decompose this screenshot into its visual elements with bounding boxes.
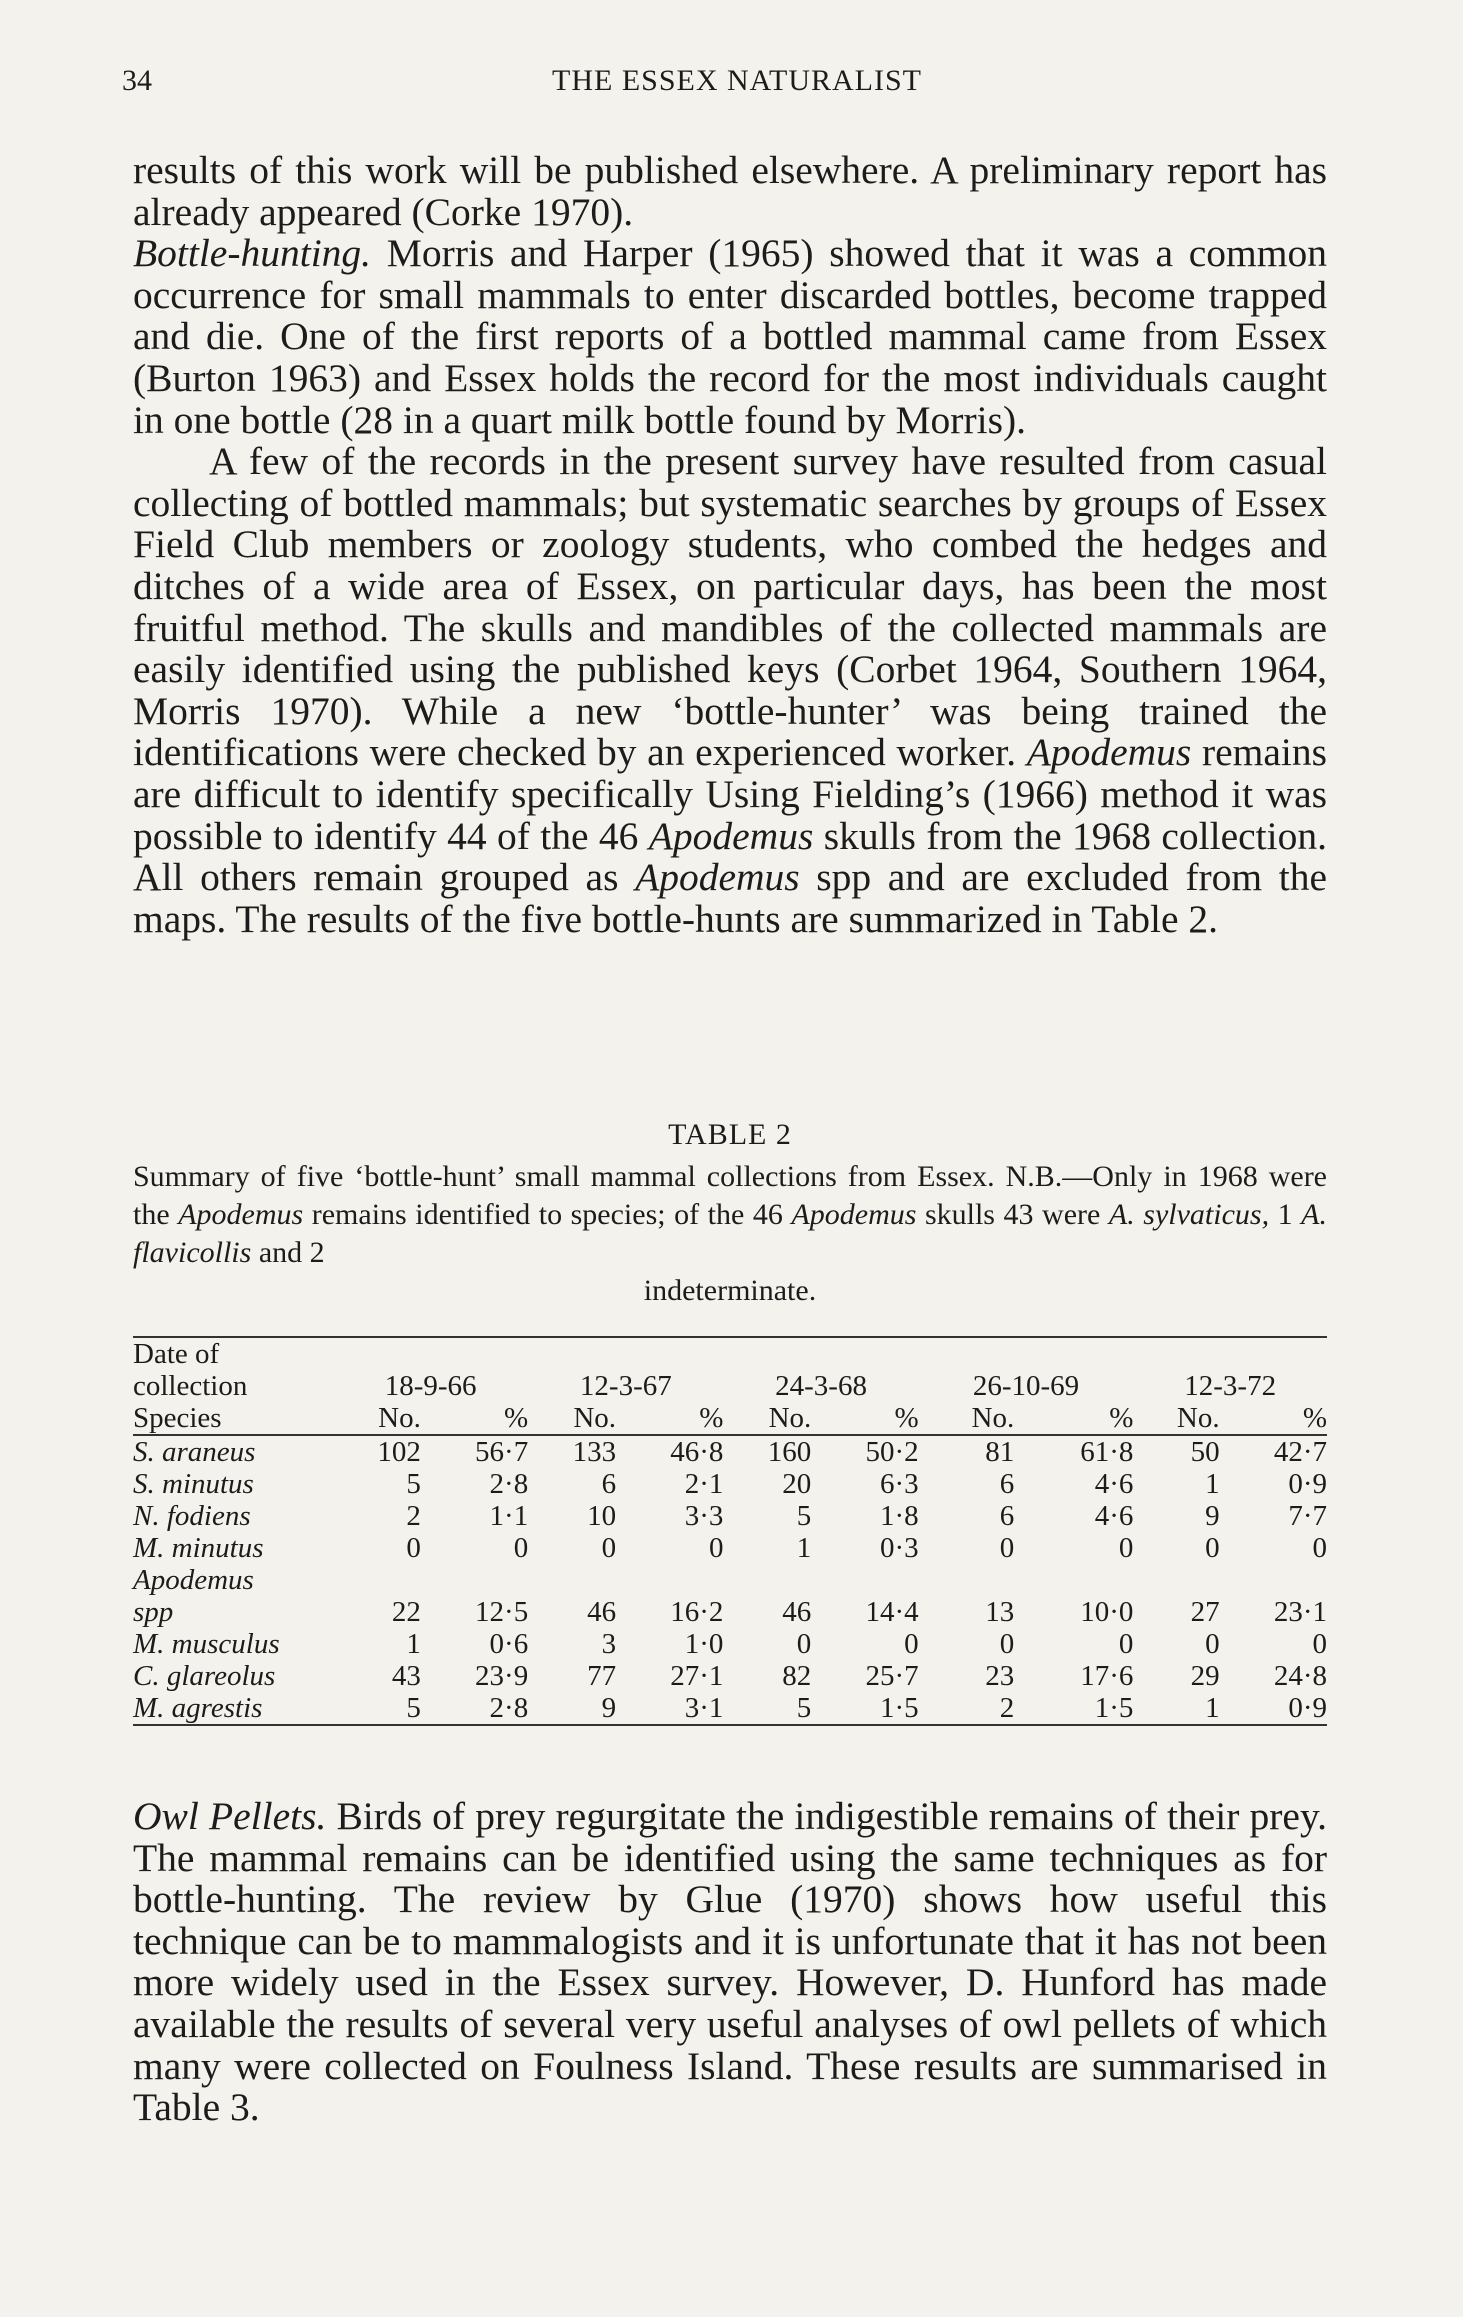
body-text-bottom xyxy=(133,1796,1327,2129)
count-cell: 46 xyxy=(782,1596,812,1628)
percent-cell: 25·7 xyxy=(865,1660,919,1692)
page-number: 34 xyxy=(122,64,152,97)
percent-cell: 46·8 xyxy=(670,1436,724,1468)
count-cell: 6 xyxy=(999,1500,1015,1532)
paragraph-text: remains are difficult to identify specifically Using Fielding’s (1966) method it was possible to identify 44 of the 46 xyxy=(133,730,1327,858)
percent-cell: 0 xyxy=(1312,1532,1327,1564)
count-cell: 27 xyxy=(1190,1596,1220,1628)
header-date: 18-9-66 xyxy=(384,1370,477,1402)
table-row xyxy=(133,1468,1327,1500)
percent-cell: 24·8 xyxy=(1273,1660,1327,1692)
table-row xyxy=(133,1596,1327,1628)
count-cell: 1 xyxy=(406,1628,421,1660)
genus-name: Apodemus xyxy=(648,813,814,858)
header-no: No. xyxy=(723,1402,811,1435)
caption-text: and 2 xyxy=(251,1236,325,1269)
percent-cell xyxy=(1220,1564,1327,1596)
species-cell: N. fodiens xyxy=(133,1500,251,1532)
count-cell: 0 xyxy=(796,1628,812,1660)
count-cell: 133 xyxy=(572,1436,617,1468)
paragraph-text: Morris and Harper (1965) showed that it was a common occurrence for small mammals to enter discarded bottles, become trapped and die. One of the first reports of a bottled mammal came from Essex (Burton 1963) and Essex holds the record for the most individuals caught in one bottle (28 in a quart milk bottle found by Morris). xyxy=(133,231,1327,442)
table-row xyxy=(133,1532,1327,1564)
species-cell: C. glareolus xyxy=(133,1660,276,1692)
header-collection: collection xyxy=(133,1370,248,1402)
header-no: No. xyxy=(333,1402,421,1435)
table-header-row xyxy=(133,1337,1327,1370)
count-cell: 5 xyxy=(406,1468,421,1500)
percent-cell: 1·5 xyxy=(1014,1692,1133,1725)
header-no: No. xyxy=(919,1402,1015,1435)
table-caption xyxy=(133,1158,1327,1272)
count-cell: 0 xyxy=(1205,1628,1220,1660)
count-cell: 82 xyxy=(782,1660,812,1692)
count-cell: 9 xyxy=(1205,1500,1220,1532)
paragraph-text: spp and are excluded from the maps. The results of the five bottle-hunts are summarized in Table 2. xyxy=(133,855,1328,941)
data-table xyxy=(133,1336,1327,1726)
percent-cell: 1·1 xyxy=(489,1500,529,1532)
count-cell: 10 xyxy=(587,1500,617,1532)
table-row xyxy=(133,1564,1327,1596)
species-name: A. sylvaticus, xyxy=(1108,1198,1270,1231)
percent-cell: 1·0 xyxy=(684,1628,724,1660)
count-cell: 0 xyxy=(999,1628,1015,1660)
percent-cell: 50·2 xyxy=(865,1436,919,1468)
genus-name: Apodemus xyxy=(178,1198,304,1231)
percent-cell: 0 xyxy=(513,1532,529,1564)
table-caption-block xyxy=(133,1118,1327,1310)
percent-cell: 0 xyxy=(1312,1628,1327,1660)
percent-cell: 0 xyxy=(1118,1532,1134,1564)
header-date: 24-3-68 xyxy=(775,1370,867,1402)
percent-cell: 17·6 xyxy=(1080,1660,1134,1692)
table-row xyxy=(133,1692,1327,1725)
caption-end: indeterminate. xyxy=(643,1274,817,1307)
count-cell: 46 xyxy=(587,1596,617,1628)
percent-cell: 61·8 xyxy=(1080,1436,1134,1468)
count-cell: 6 xyxy=(999,1468,1015,1500)
percent-cell: 0·9 xyxy=(1220,1692,1327,1725)
count-cell xyxy=(333,1564,421,1596)
paragraph-continuation: results of this work will be published elsewhere. A preliminary report has already appeared (Corke 1970). xyxy=(133,148,1327,234)
percent-cell: 0 xyxy=(904,1628,919,1660)
count-cell: 13 xyxy=(985,1596,1015,1628)
percent-cell: 42·7 xyxy=(1273,1436,1327,1468)
percent-cell: 6·3 xyxy=(879,1468,919,1500)
percent-cell: 0·3 xyxy=(879,1532,919,1564)
percent-cell: 0 xyxy=(1118,1628,1134,1660)
percent-cell: 10·0 xyxy=(1080,1596,1134,1628)
species-cell: M. agrestis xyxy=(133,1692,333,1725)
count-cell: 1 xyxy=(1205,1468,1220,1500)
count-cell: 29 xyxy=(1190,1660,1220,1692)
species-cell: spp xyxy=(133,1596,174,1628)
percent-cell xyxy=(811,1564,918,1596)
count-cell xyxy=(723,1564,811,1596)
percent-cell: 2·8 xyxy=(489,1468,529,1500)
header-date: 12-3-72 xyxy=(1184,1370,1277,1402)
running-title: THE ESSEX NATURALIST xyxy=(552,64,922,97)
header-pct: % xyxy=(421,1402,528,1435)
header-species: Species xyxy=(133,1402,333,1435)
paragraph-bottle-hunting xyxy=(133,233,1327,441)
header-pct: % xyxy=(616,1402,723,1435)
species-cell: S. araneus xyxy=(133,1436,256,1468)
section-heading-bottle-hunting: Bottle-hunting. xyxy=(133,231,372,276)
table-header-row xyxy=(133,1370,1327,1402)
table-row xyxy=(133,1660,1327,1692)
paragraph-text: skulls from the 1968 collection. All others remain grouped as xyxy=(133,813,1327,900)
count-cell: 81 xyxy=(985,1436,1015,1468)
count-cell: 0 xyxy=(1205,1532,1220,1564)
count-cell: 1 xyxy=(796,1532,812,1564)
count-cell: 22 xyxy=(391,1596,421,1628)
count-cell: 2 xyxy=(406,1500,421,1532)
paragraph-text: A few of the records in the present survey have resulted from casual collecting of bottled mammals; but systematic searches by groups of Essex Field Club members or zoology students, who combed the hedges and ditches of a wide area of Essex, on particular days, has been the most fruitful method. The skulls and mandibles of the collected mammals are easily identified using the published keys (Corbet 1964, Southern 1964, Morris 1970). While a new ‘bottle-hunter’ was being trained the identifications were checked by an experienced worker. xyxy=(133,439,1327,775)
header-date: 12-3-67 xyxy=(579,1370,672,1402)
species-name: A. flavicollis xyxy=(133,1198,1327,1269)
percent-cell: 4·6 xyxy=(1094,1500,1134,1532)
species-cell: M. minutus xyxy=(133,1532,264,1564)
percent-cell: 56·7 xyxy=(475,1436,529,1468)
percent-cell: 7·7 xyxy=(1288,1500,1327,1532)
percent-cell: 1·5 xyxy=(811,1692,918,1725)
count-cell: 2 xyxy=(919,1692,1015,1725)
percent-cell: 2·8 xyxy=(421,1692,528,1725)
table-body xyxy=(133,1435,1327,1725)
percent-cell: 2·1 xyxy=(684,1468,724,1500)
table-label: TABLE 2 xyxy=(668,1118,792,1151)
header-date: 26-10-69 xyxy=(972,1370,1080,1402)
count-cell: 9 xyxy=(528,1692,616,1725)
count-cell: 5 xyxy=(796,1500,812,1532)
count-cell xyxy=(919,1564,1015,1596)
paragraph-text: Birds of prey regurgitate the indigestible remains of their prey. The mammal remains can be identified using the same techniques as for bottle-hunting. The review by Glue (1970) shows how useful this technique can be to mammalogists and it is unfortunate that it has not been more widely used in the Essex survey. However, D. Hunford has made available the results of several very useful analyses of owl pellets of which many were collected on Foulness Island. These results are summarised in Table 3. xyxy=(133,1794,1328,2130)
count-cell xyxy=(1133,1564,1219,1596)
genus-name: Apodemus xyxy=(1026,730,1192,775)
caption-text: skulls 43 were xyxy=(916,1198,1109,1231)
species-cell: Apodemus xyxy=(133,1564,254,1596)
count-cell: 160 xyxy=(767,1436,812,1468)
count-cell: 0 xyxy=(999,1532,1015,1564)
paragraph-owl-pellets xyxy=(133,1796,1327,2129)
percent-cell xyxy=(616,1564,723,1596)
count-cell: 5 xyxy=(333,1692,421,1725)
section-heading-owl-pellets: Owl Pellets. xyxy=(133,1794,327,1838)
genus-name: Apodemus xyxy=(791,1198,917,1231)
caption-text: Summary of five ‘bottle-hunt’ small mammal collections from Essex. N.B.—Only in 1968 were the xyxy=(133,1160,1327,1231)
percent-cell: 27·1 xyxy=(670,1660,724,1692)
count-cell xyxy=(528,1564,616,1596)
count-cell: 50 xyxy=(1190,1436,1220,1468)
count-cell: 0 xyxy=(601,1532,617,1564)
count-cell: 0 xyxy=(406,1532,421,1564)
percent-cell: 23·1 xyxy=(1273,1596,1327,1628)
count-cell: 5 xyxy=(723,1692,811,1725)
header-pct: % xyxy=(1220,1402,1327,1435)
species-cell: M. musculus xyxy=(133,1628,280,1660)
percent-cell xyxy=(421,1564,528,1596)
percent-cell xyxy=(1014,1564,1133,1596)
percent-cell: 23·9 xyxy=(475,1660,529,1692)
table-row xyxy=(133,1435,1327,1468)
percent-cell: 3·3 xyxy=(684,1500,724,1532)
percent-cell: 16·2 xyxy=(670,1596,724,1628)
percent-cell: 12·5 xyxy=(475,1596,529,1628)
count-cell: 43 xyxy=(391,1660,421,1692)
species-cell: S. minutus xyxy=(133,1468,254,1500)
count-cell: 20 xyxy=(782,1468,812,1500)
paragraph-records xyxy=(133,441,1327,940)
header-no: No. xyxy=(1133,1402,1219,1435)
percent-cell: 0·6 xyxy=(489,1628,529,1660)
count-cell: 23 xyxy=(985,1660,1015,1692)
percent-cell: 14·4 xyxy=(865,1596,919,1628)
table-row xyxy=(133,1500,1327,1532)
count-cell: 6 xyxy=(601,1468,617,1500)
percent-cell: 3·1 xyxy=(616,1692,723,1725)
genus-name: Apodemus xyxy=(635,855,800,900)
percent-cell: 4·6 xyxy=(1094,1468,1134,1500)
percent-cell: 1·8 xyxy=(879,1500,919,1532)
count-cell: 102 xyxy=(377,1436,421,1468)
page-header xyxy=(122,64,1352,110)
table-header-row xyxy=(133,1402,1327,1435)
body-text-top xyxy=(133,150,1327,940)
header-pct: % xyxy=(1014,1402,1133,1435)
caption-text: 1 xyxy=(1269,1198,1302,1231)
header-no: No. xyxy=(528,1402,616,1435)
header-pct: % xyxy=(811,1402,918,1435)
percent-cell: 0 xyxy=(708,1532,724,1564)
count-cell: 77 xyxy=(587,1660,617,1692)
header-date-of: Date of xyxy=(133,1337,333,1370)
count-cell: 3 xyxy=(601,1628,617,1660)
table-row xyxy=(133,1628,1327,1660)
count-cell: 1 xyxy=(1133,1692,1219,1725)
percent-cell: 0·9 xyxy=(1288,1468,1327,1500)
caption-text: remains identified to species; of the 46 xyxy=(303,1198,792,1231)
